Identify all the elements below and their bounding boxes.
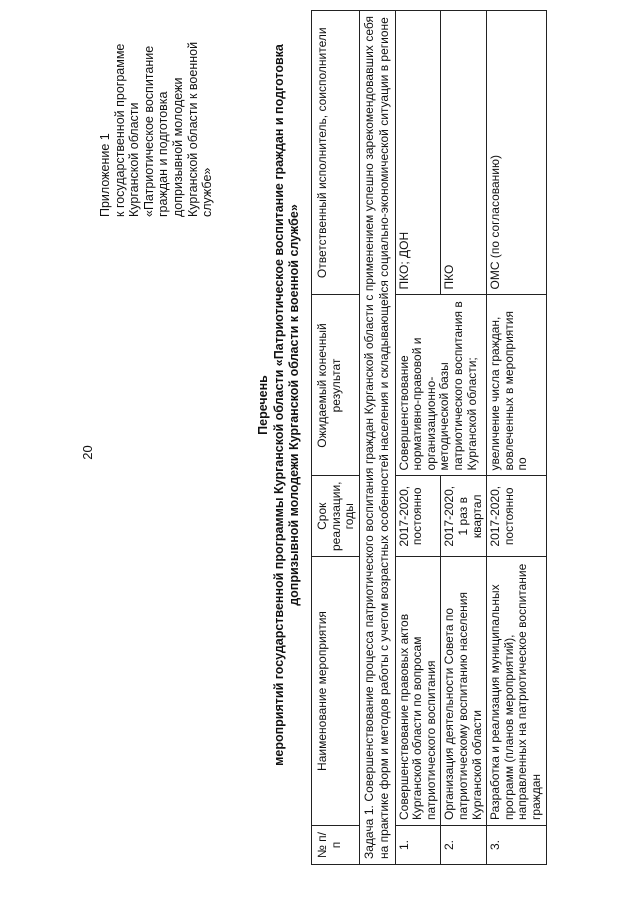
document-heading	[256, 15, 303, 795]
header-responsible: Ответственный исполнитель, соисполнители	[312, 11, 360, 295]
heading-line: мероприятий государственной программы Курганской области «Патриотическое воспитание граждан и подготовка	[271, 44, 286, 766]
table-row	[487, 11, 546, 865]
row-term: 2017-2020, постоянно	[487, 476, 546, 557]
header-result: Ожидаемый конечный результат	[312, 295, 360, 476]
row-num: 1.	[395, 826, 441, 865]
header-name: Наименование мероприятия	[312, 557, 360, 826]
row-num: 2.	[441, 826, 487, 865]
row-term: 2017-2020, 1 раз в квартал	[441, 476, 487, 557]
header-term: Срок реализации, годы	[312, 476, 360, 557]
appendix-line: службе»	[200, 167, 215, 217]
table-row	[395, 11, 441, 865]
header-num: № п/п	[312, 826, 360, 865]
heading-line: допризывной молодежи Курганской области к военной службе»	[287, 204, 301, 606]
appendix-line: к государственной программе	[112, 43, 127, 217]
table-header-row	[312, 11, 360, 865]
task-text: Задача 1. Совершенствование процесса патриотического воспитания граждан Курганской области с применением успешно зарекомендовавших себя на практике форм и методов работы с учетом возрастных особенностей населения и складывающейся социально-экономической ситуации в регионе	[359, 11, 395, 865]
row-responsible: ПКО; ДОН	[395, 11, 441, 295]
measures-table	[311, 10, 547, 865]
row-name: Разработка и реализация муниципальных программ (планов мероприятий), направленных на патриотическое воспитание граждан	[487, 557, 546, 826]
heading-title: Перечень	[256, 375, 270, 435]
row-name: Организация деятельности Совета по патриотическому воспитанию населения Курганской области	[441, 557, 487, 826]
row-num: 3.	[487, 826, 546, 865]
task-row	[359, 11, 395, 865]
row-term: 2017-2020, постоянно	[395, 476, 441, 557]
page-number: 20	[80, 445, 95, 460]
appendix-line: допризывной молодежи	[170, 77, 185, 217]
row-result: Совершенствование нормативно-правовой и организационно-методической базы патриотического воспитания в Курганской области;	[395, 295, 487, 476]
row-responsible: ПКО	[441, 11, 487, 295]
appendix-line: Приложение 1	[98, 133, 112, 217]
appendix-block	[98, 12, 215, 217]
appendix-line: Курганской области	[127, 102, 142, 217]
appendix-line: граждан и подготовка	[156, 91, 171, 217]
row-result: увеличение числа граждан, вовлеченных в мероприятия по	[487, 295, 546, 476]
row-name: Совершенствование правовых актов Курганской области по вопросам патриотического воспитания	[395, 557, 441, 826]
row-responsible: ОМС (по согласованию)	[487, 11, 546, 295]
appendix-line: «Патриотическое воспитание	[141, 45, 156, 217]
appendix-line: Курганской области к военной	[185, 41, 200, 217]
